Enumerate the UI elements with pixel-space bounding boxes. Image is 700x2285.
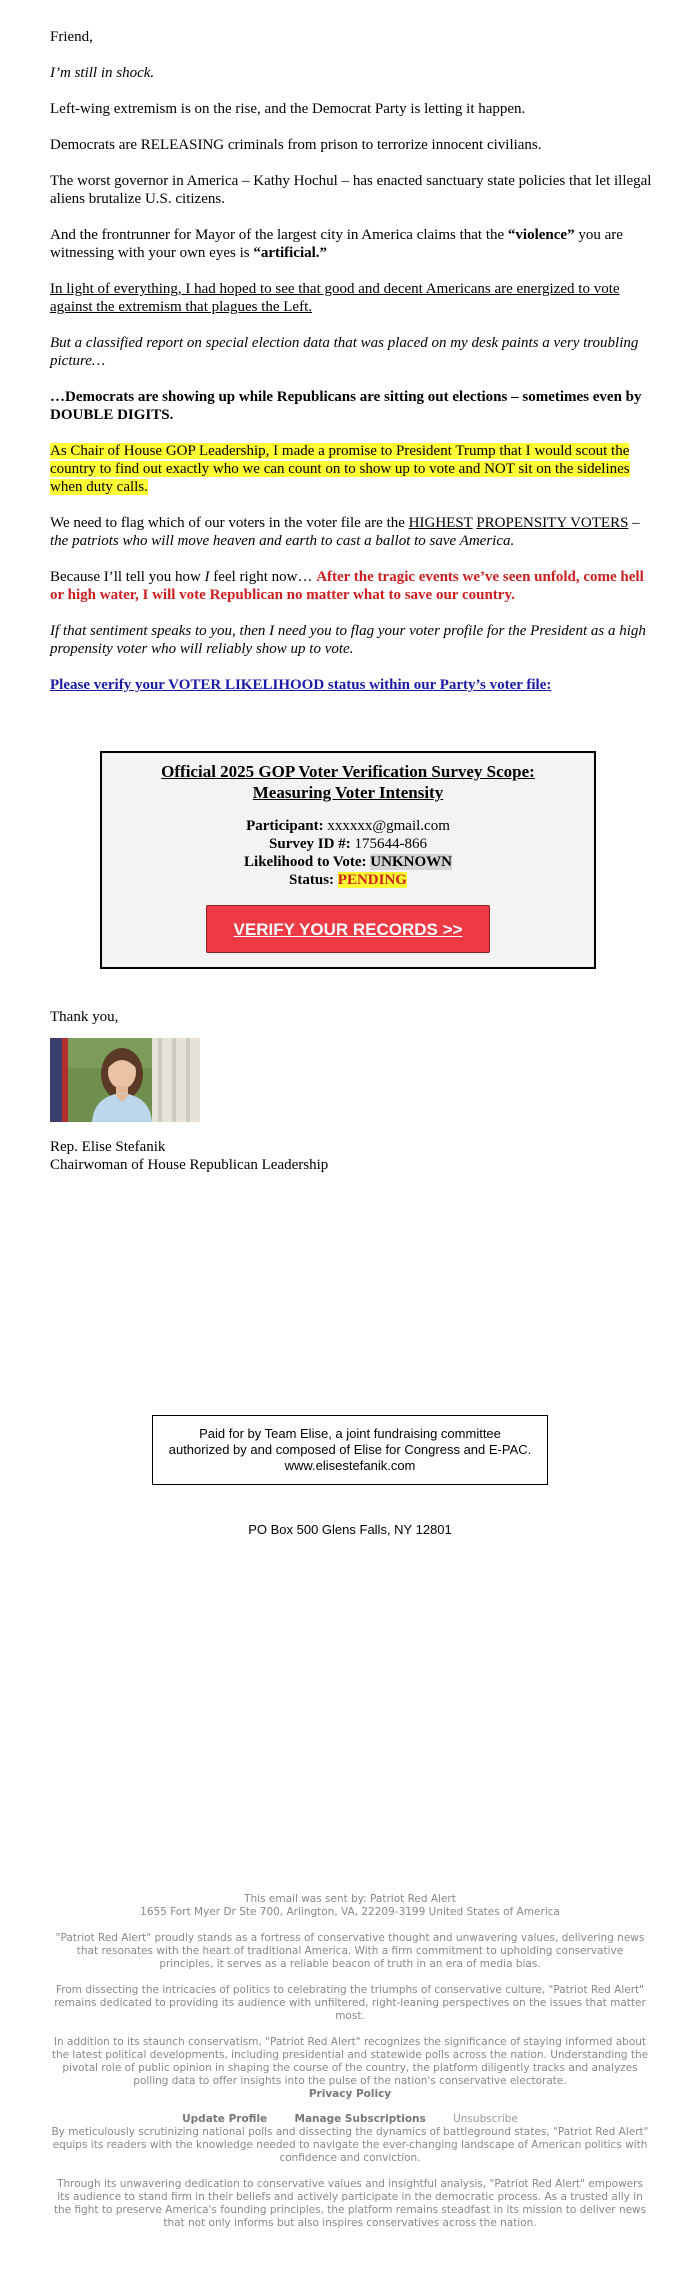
sent-by: This email was sent by: Patriot Red Alert — [244, 1893, 456, 1905]
paragraph-mayor — [50, 226, 655, 262]
privacy-policy-link[interactable]: Privacy Policy — [308, 2088, 392, 2100]
footer — [50, 1893, 650, 2243]
signer-title: Chairwoman of House Republican Leadership — [50, 1157, 329, 1173]
greeting: Friend, — [50, 29, 93, 45]
likelihood-label: Likelihood to Vote: — [244, 854, 367, 870]
red-pledge-text: After the tragic events we’ve seen unfold, come hell or high water, I will vote Republican no matter what to save our country. — [50, 569, 644, 603]
survey-id-row — [102, 835, 594, 853]
status-badge: PENDING — [337, 872, 407, 888]
participant-value: xxxxxx@gmail.com — [327, 818, 450, 834]
portrait-photo — [50, 1038, 200, 1122]
paragraph-promise — [50, 442, 655, 496]
paragraph-extremism: Left-wing extremism is on the rise, and the Democrat Party is letting it happen. — [50, 101, 526, 117]
avatar — [50, 1038, 200, 1122]
paid-for-disclaimer: Paid for by Team Elise, a joint fundraising committee authorized by and composed of Elise for Congress and E-PAC. www.elisestefanik.com — [152, 1415, 548, 1485]
verify-status-link[interactable]: Please verify your VOTER LIKELIHOOD status within our Party’s voter file: — [50, 677, 552, 693]
letter-body — [50, 28, 655, 712]
paragraph-shock: I’m still in shock. — [50, 65, 155, 81]
paragraph-double-digits: …Democrats are showing up while Republicans are sitting out elections – sometimes even by DOUBLE DIGITS. — [50, 389, 642, 423]
thank-you: Thank you, — [50, 1009, 119, 1025]
status-row — [102, 871, 594, 889]
participant-label: Participant: — [246, 818, 324, 834]
footer-paragraph-5: Through its unwavering dedication to conservative values and insightful analysis, "Patriot Red Alert" empowers its audience to stand firm in their beliefs and actively participate in the democratic process. As a trusted ally in the fight to preserve America's founding principles, the platform remains steadfast in its mission to deliver news that not only informs but also inspires conservatives across the nation. — [53, 2178, 647, 2229]
verify-records-button[interactable]: VERIFY YOUR RECORDS >> — [206, 905, 490, 953]
status-label: Status: — [289, 872, 335, 888]
manage-subscriptions-link[interactable]: Manage Subscriptions — [294, 2113, 426, 2125]
survey-box — [100, 751, 596, 969]
signer-name: Rep. Elise Stefanik — [50, 1139, 166, 1155]
paragraph-feel — [50, 568, 655, 604]
quote-artificial: “artificial.” — [253, 245, 328, 261]
footer-paragraph-2: From dissecting the intricacies of politics to celebrating the triumphs of conservative culture, "Patriot Red Alert" remains dedicated to providing its audience with unfiltered, right-leaning perspectives on the issues that matter most. — [54, 1984, 646, 2022]
po-box-address: PO Box 500 Glens Falls, NY 12801 — [248, 1522, 452, 1537]
text-span: We need to flag which of our voters in the voter file are the — [50, 515, 409, 531]
paragraph-releasing: Democrats are RELEASING criminals from prison to terrorize innocent civilians. — [50, 137, 542, 153]
unsubscribe-link[interactable]: Unsubscribe — [453, 2113, 518, 2125]
survey-id-label: Survey ID #: — [269, 836, 351, 852]
footer-paragraph-3: In addition to its staunch conservatism, "Patriot Red Alert" recognizes the significance of staying informed about the latest political developments, including presidential and statewide polls across the nation. Understanding the pivotal role of public opinion in shaping the course of the country, the platform diligently tracks and analyzes polling data to offer insights into the pulse of the nation's conservative electorate. — [51, 2036, 649, 2087]
text-span: Because I’ll tell you how — [50, 569, 205, 585]
likelihood-value: UNKNOWN — [370, 854, 452, 870]
paragraph-flag-voters — [50, 514, 655, 550]
update-profile-link[interactable]: Update Profile — [182, 2113, 268, 2125]
sender-address: 1655 Fort Myer Dr Ste 700, Arlington, VA, 22209-3199 United States of America — [140, 1906, 560, 1918]
text-span: And the frontrunner for Mayor of the largest city in America claims that the — [50, 227, 508, 243]
survey-details — [102, 817, 594, 889]
paragraph-hope: In light of everything, I had hoped to see that good and decent Americans are energized to vote against the extremism that plagues the Left. — [50, 281, 620, 315]
paragraph-link — [50, 676, 655, 694]
text-propensity-voters: PROPENSITY VOTERS — [476, 515, 629, 531]
highlighted-text: As Chair of House GOP Leadership, I made a promise to President Trump that I would scout the country to find out exactly who we can count on to show up to vote and NOT sit on the sidelines when duty calls. — [50, 443, 630, 495]
signoff — [50, 1008, 450, 1026]
text-highest: HIGHEST — [408, 515, 473, 531]
text-span: feel right now… — [209, 569, 317, 585]
survey-title: Official 2025 GOP Voter Verification Survey Scope: Measuring Voter Intensity — [161, 762, 535, 802]
text-patriots: – the patriots who will move heaven and earth to cast a ballot to save America. — [50, 515, 640, 549]
footer-paragraph-4: By meticulously scrutinizing national polls and dissecting the dynamics of battleground states, "Patriot Red Alert" equips its readers with the knowledge needed to navigate the ever-changing landscape of American politics with confidence and conviction. — [51, 2126, 649, 2164]
text-span: you are witnessing with your own eyes is — [50, 227, 623, 261]
likelihood-row — [102, 853, 594, 871]
paragraph-governor: The worst governor in America – Kathy Hochul – has enacted sanctuary state policies that let illegal aliens brutalize U.S. citizens. — [50, 173, 652, 207]
participant-row — [102, 817, 594, 835]
footer-links — [50, 2113, 650, 2126]
paragraph-report: But a classified report on special election data that was placed on my desk paints a very troubling picture… — [50, 335, 639, 369]
paragraph-sentiment: If that sentiment speaks to you, then I need you to flag your voter profile for the President as a high propensity voter who will reliably show up to vote. — [50, 623, 646, 657]
survey-id-value: 175644-866 — [354, 836, 427, 852]
text-i: I — [204, 569, 210, 585]
footer-paragraph-1: "Patriot Red Alert" proudly stands as a fortress of conservative thought and unwavering values, delivering news that resonates with the heart of traditional America. With a firm commitment to upholding conservative principles, it serves as a reliable beacon of truth in an era of media bias. — [55, 1932, 645, 1970]
quote-violence: “violence” — [507, 227, 575, 243]
